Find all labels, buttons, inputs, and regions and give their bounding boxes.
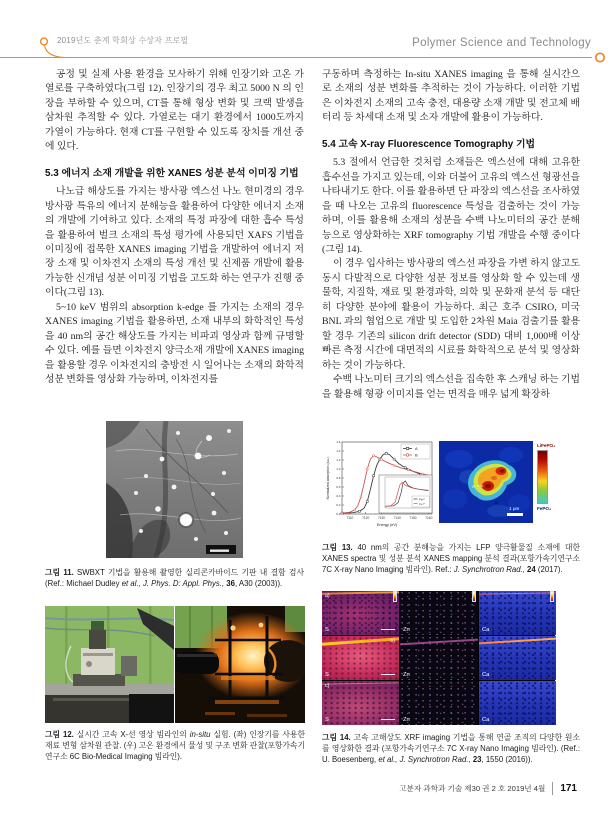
mini-colorbar-icon bbox=[473, 592, 476, 601]
xrf-cell-c-ca bbox=[479, 681, 556, 725]
page-footer bbox=[399, 782, 577, 795]
paragraph-intro: 공정 및 실제 사용 환경을 모사하기 위해 인장기와 고온 가열로를 구축하였다(그림 12). 인장기의 경우 최고 5000 N 의 인장을 부하할 수 있으며, CT를 통해 형상 변화 및 크랙 발생을 삼차원 추적할 수 있다. 가열로는 대기 환경에서 1000도까지 가열이 가능하다. 현재 CT를 구현할 수 있도록 장치를 개선 중에 있다. bbox=[45, 69, 304, 153]
svg-text:0.6: 0.6 bbox=[336, 485, 341, 490]
figure-12-caption: 그림 12. 실시간 고속 X-선 영상 빔라인의 in-situ 실험. (좌) 인장기를 사용한 재료 변형 삼차원 관찰. (우) 고온 환경에서 물성 및 구조 변화 관찰(포항가속기연구소 6C Bio-Medical Imaging 빔라인). bbox=[45, 730, 305, 762]
svg-text:1.6: 1.6 bbox=[336, 440, 341, 445]
legend-series-a: A bbox=[415, 446, 418, 451]
svg-text:0.2: 0.2 bbox=[336, 503, 341, 508]
element-label-zn: Zn bbox=[403, 672, 410, 678]
paragraph-5-4-c: 수백 나노미터 크기의 엑스선을 집속한 후 스캐닝 하는 기법을 활용해 형광 이미지를 얻는 면적을 매우 넓게 확장하 bbox=[322, 374, 580, 400]
figure-12 bbox=[45, 606, 305, 763]
xrf-cell-c-zn bbox=[400, 681, 478, 725]
paragraph-5-3-continued: 구동하며 측정하는 In-situ XANES imaging 을 통해 실시간으로 소재의 성분 변화를 추적하는 것이 가능하다. 이러한 기법은 이차전지 소재의 고속 충전, 대용량 소재 개발 및 전고체 배터리 등 차세대 소재 및 소자 개발에 활용이 가능하다. bbox=[322, 69, 580, 124]
xrf-image-grid bbox=[322, 591, 555, 725]
svg-text:0.8: 0.8 bbox=[336, 476, 341, 481]
svg-text:7120: 7120 bbox=[362, 516, 370, 520]
map-scalebar-label: 1 μm bbox=[509, 506, 520, 511]
xanes-spectra-plot bbox=[322, 436, 436, 533]
svg-text:7140: 7140 bbox=[393, 516, 401, 520]
figure-14 bbox=[322, 591, 580, 766]
figure-14-caption: 그림 14. 고속 고해상도 XRF imaging 기법을 통해 연골 조직의 다양한 원소를 영상화한 결과 (포항가속기연구소 7C X-ray Nano Imaging 빔라인). (Ref.: U. Boesenberg, et al., J. Synchrotron Rad., 23, 1550 (2016)). bbox=[322, 733, 580, 765]
x-axis-label: Energy (eV) bbox=[376, 523, 398, 527]
swbxt-topograph-image bbox=[106, 421, 243, 558]
furnace-photo bbox=[175, 606, 305, 723]
colorbar-gradient bbox=[537, 450, 548, 504]
xrf-cell-b-s bbox=[322, 636, 399, 680]
figure-11-caption: 그림 11. SWBXT 기법을 활용해 촬영한 실리콘카바이드 기판 내 결함 검사 (Ref.: Michael Dudley et al., J. Phys. D: Appl. Phys., 36, A30 (2003)). bbox=[45, 568, 304, 589]
figure-14-label: 그림 14. bbox=[322, 733, 351, 742]
xrf-cell-a-s bbox=[322, 591, 399, 635]
y-axis-label: Normalized absorption (a.u.) bbox=[326, 456, 330, 500]
left-column bbox=[45, 68, 304, 388]
element-label-ca: Ca bbox=[482, 717, 490, 723]
colorbar-high-label: LiFePO₄ bbox=[537, 443, 556, 448]
header-right-ring-icon bbox=[596, 53, 604, 61]
paragraph-5-4-b: 이 경우 입사하는 방사광의 엑스선 파장을 가변 하지 않고도 동시 다발적으로 다양한 성분 정보를 영상화 할 수 있는데 생물학, 지질학, 재료 및 환경과학, 의학 및 문화재 분석 등 대단히 다양한 분야에 활용이 가능하다. 최근 호주 CSIRO, 미국 BNL 과의 협업으로 개발 및 도입한 2차원 Maia 검출기를 활용할 경우 기존의 silicon drift detector (SDD) 대비 1,000배 이상 빠른 측정 시간에 대면적의 시료를 화학적으로 분석 및 영상화하는 것이 가능하다. bbox=[322, 258, 580, 371]
xanes-mapping-image bbox=[439, 441, 533, 523]
element-label-ca: Ca bbox=[482, 672, 490, 678]
series-label: 2019년도 춘계 학회상 수상자 프로필 bbox=[57, 36, 189, 45]
map-point-b-label: B bbox=[495, 500, 499, 505]
svg-text:0.4: 0.4 bbox=[336, 494, 341, 499]
map-point-a-label: A bbox=[472, 484, 476, 489]
xrf-cell-b-ca bbox=[479, 636, 556, 680]
footer-divider bbox=[552, 782, 553, 795]
svg-text:7150: 7150 bbox=[409, 516, 417, 520]
xrf-cell-c-s bbox=[322, 681, 399, 725]
svg-text:1.4: 1.4 bbox=[336, 449, 341, 454]
row-c-label: c) bbox=[325, 683, 330, 689]
paragraph-5-4-a: 5.3 절에서 언급한 것처럼 소재들은 엑스선에 대해 고유한 흡수선을 가지고 있는데, 이와 더불어 고유의 엑스선 형광선을 나타내기도 한다. 이를 활용하면 단 파장의 엑스선을 조사하였을 때 나오는 고유의 fluorescence 특성을 검출하는 것이 가능하며, 이를 활용해 소재의 성분을 수백 나노미터의 공간 분해능으로 영상화하는 XRF tomography 기법 개발을 수행 중이다(그림 14). bbox=[322, 157, 580, 255]
section-5-3-heading: 5.3 에너지 소재 개발을 위한 XANES 성분 분석 이미징 기법 bbox=[45, 167, 299, 179]
svg-text:1.2: 1.2 bbox=[336, 458, 341, 463]
section-5-4-heading: 5.4 고속 X-ray Fluorescence Tomography 기법 bbox=[322, 138, 536, 150]
figure-11 bbox=[45, 421, 304, 589]
element-label-ca: Ca bbox=[482, 627, 490, 633]
element-label-zn: Zn bbox=[403, 627, 410, 633]
element-label-s: S bbox=[325, 627, 329, 633]
inset-legend-fe2: Fe²⁺ bbox=[419, 497, 426, 502]
right-column bbox=[322, 68, 580, 402]
row-b-label: b) bbox=[390, 638, 395, 644]
element-label-zn: Zn bbox=[403, 717, 410, 723]
figure-12-label: 그림 12. bbox=[45, 730, 74, 739]
xrf-cell-a-ca bbox=[479, 591, 556, 635]
journal-name: Polymer Science and Technology bbox=[412, 37, 591, 49]
tensile-stage-photo bbox=[45, 606, 174, 723]
xrf-cell-b-zn bbox=[400, 636, 478, 680]
figure-11-label: 그림 11. bbox=[45, 568, 74, 577]
header-left-ring-icon bbox=[41, 38, 48, 45]
legend-series-b: B bbox=[415, 452, 418, 458]
svg-text:7160: 7160 bbox=[425, 516, 433, 520]
element-label-s: S bbox=[325, 717, 329, 723]
figure-13 bbox=[322, 436, 580, 576]
row-a-label: a) bbox=[325, 593, 330, 599]
figure-13-caption: 그림 13. 40 nm의 공간 분해능을 가지는 LFP 양극활물질 소재에 대한 XANES spectra 및 성분 분석 XANES mapping 분석 결과(포항가속기연구소 7C X-ray Nano Imaging 빔라인). Ref.: J. Synchrotron Rad., 24 (2017). bbox=[322, 543, 580, 575]
xanes-map-colorbar bbox=[537, 443, 555, 511]
figure-13-label: 그림 13. bbox=[322, 543, 353, 552]
colorbar-low-label: FePO₄ bbox=[537, 506, 552, 511]
svg-text:7110: 7110 bbox=[346, 516, 354, 520]
xrf-cell-a-zn bbox=[400, 591, 478, 635]
paragraph-5-3-b: 5~10 keV 범위의 absorption k-edge 를 가지는 소재의 경우 XANES imaging 기법을 활용하면, 소재 내부의 화학적인 특성을 40 nm의 공간 해상도를 가지는 비파괴 영상과 함께 규명할 수 있다. 예를 들면 이차전지 양극소재 개발에 XANES imaging 을 활용할 경우 이차전지의 충방전 시 일어나는 소재의 화학적 성분 변화를 영상화 가능하며, 이차전지를 bbox=[45, 301, 304, 386]
page-number: 171 bbox=[560, 783, 577, 794]
header-accent-rule bbox=[0, 0, 615, 66]
mini-colorbar-icon bbox=[551, 592, 554, 601]
svg-text:0.0: 0.0 bbox=[336, 512, 341, 517]
footer-journal-info: 고분자 과학과 기술 제30 권 2 호 2019년 4월 bbox=[399, 784, 546, 793]
mini-colorbar-icon bbox=[394, 592, 397, 601]
paragraph-5-3-a: 나노급 해상도를 가지는 방사광 엑스선 나노 현미경의 경우 방사광 특유의 에너지 분해능을 활용하여 다양한 에너지 소재의 개발에 기여하고 있다. 소재의 특정 파장에 대한 흡수 특성을 활용하여 벌크 소재의 특성 평가에 사용되던 XAFS 기법을 이미징에 접목한 XANES imaging 기법을 개발하여 에너지 저장 소재 및 이차전지 소재의 특성 개선 및 신제품 개발에 활용 가능한 신개념 성분 이미징 기법을 고도화 하는 연구가 진행 중이다(그림 13). bbox=[45, 186, 304, 299]
inset-legend-fe3: Fe³⁺ bbox=[419, 501, 426, 506]
svg-text:7130: 7130 bbox=[377, 516, 386, 520]
svg-text:1.0: 1.0 bbox=[336, 467, 341, 472]
element-label-s: S bbox=[325, 672, 329, 678]
